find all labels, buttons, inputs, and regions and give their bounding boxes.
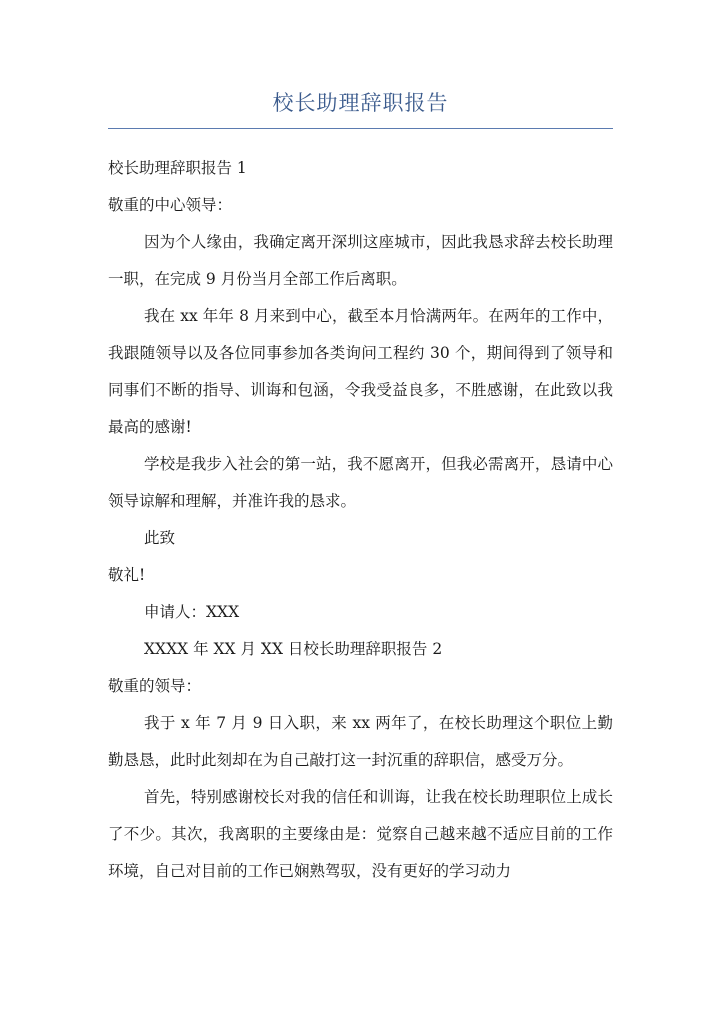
paragraph: 首先，特别感谢校长对我的信任和训诲，让我在校长助理职位上成长了不少。其次，我离职的主要缘由是：觉察自己越来越不适应目前的工作环境，自己对目前的工作已娴熟驾驭，没有更好的学习动力 <box>108 788 613 880</box>
paragraph: 我在 xx 年年 8 月来到中心，截至本月恰满两年。在两年的工作中，我跟随领导以及各位同事参加各类询问工程约 30 个，期间得到了领导和同事们不断的指导、训诲和包涵，令我受益良多，不胜感谢，在此致以我最高的感谢! <box>108 307 613 436</box>
paragraph: 此致 <box>144 529 176 547</box>
paragraph: 我于 x 年 7 月 9 日入职，来 xx 两年了，在校长助理这个职位上勤勤恳恳，此时此刻却在为自己敲打这一封沉重的辞职信，感受万分。 <box>108 714 613 769</box>
paragraph: 学校是我步入社会的第一站，我不愿离开，但我必需离开，恳请中心领导谅解和理解，并准许我的恳求。 <box>108 455 613 510</box>
paragraph: 申请人：XXX <box>144 603 240 621</box>
paragraph: 敬重的领导： <box>108 677 202 695</box>
paragraph: 敬礼! <box>108 566 146 584</box>
paragraph: 校长助理辞职报告 1 <box>108 159 247 177</box>
paragraph: 敬重的中心领导： <box>108 196 233 214</box>
title-underline <box>108 128 613 129</box>
paragraph: 因为个人缘由，我确定离开深圳这座城市，因此我恳求辞去校长助理一职，在完成 9 月份当月全部工作后离职。 <box>108 233 613 288</box>
document-title: 校长助理辞职报告 <box>272 91 449 115</box>
paragraph: XXXX 年 XX 月 XX 日校长助理辞职报告 2 <box>144 640 443 658</box>
document-body <box>108 150 613 890</box>
